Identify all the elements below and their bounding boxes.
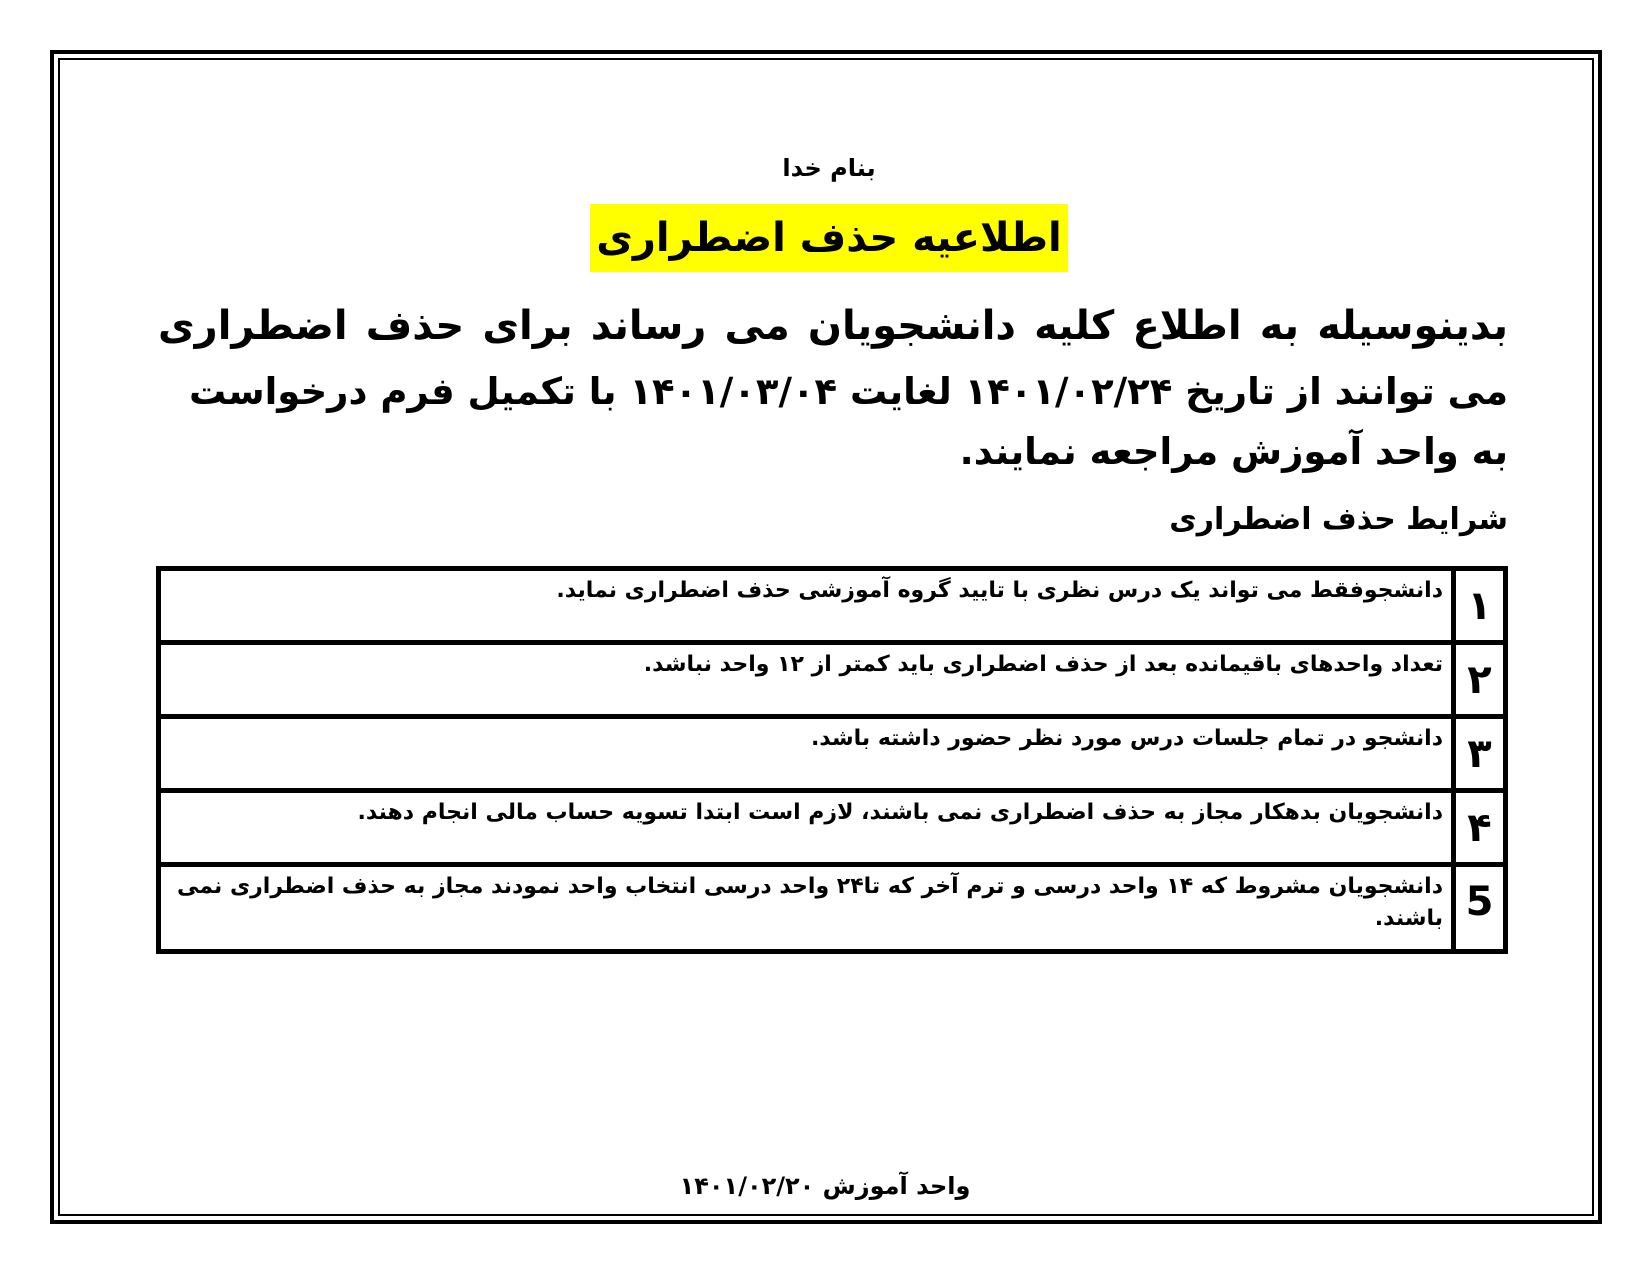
table-row (161, 867, 1503, 949)
row-text: دانشجوفقط می تواند یک درس نظری با تایید گروه آموزشی حذف اضطراری نماید. (556, 578, 1443, 603)
row-text: دانشجویان بدهکار مجاز به حذف اضطراری نمی باشند، لازم است ابتدا تسویه حساب مالی انجام دهند. (357, 800, 1443, 825)
footer-signature: واحد آموزش ۱۴۰۱/۰۲/۲۰ (679, 1172, 971, 1200)
table-row (161, 645, 1503, 719)
row-text: دانشجو در تمام جلسات درس مورد نظر حضور داشته باشد. (810, 726, 1443, 751)
table-row (161, 793, 1503, 867)
conditions-table (156, 566, 1508, 954)
title-container (150, 204, 1508, 272)
conditions-heading: شرایط حذف اضطراری (1169, 502, 1508, 537)
notice-title: اطلاعیه حذف اضطراری (590, 204, 1068, 272)
row-number: ۳ (1451, 719, 1503, 788)
intro-line-1: بدینوسیله به اطلاع کلیه دانشجویان می رساند برای حذف اضطراری (158, 303, 1508, 349)
table-row (161, 719, 1503, 793)
notice-content (150, 150, 1508, 954)
row-number: ۱ (1451, 571, 1503, 640)
row-number: ۲ (1451, 645, 1503, 714)
intro-line-2: می توانند از تاریخ ۱۴۰۱/۰۲/۲۴ لغایت ۱۴۰۱/۰۳/۰۴ با تکمیل فرم درخواست به واحد آموزش مراجعه نمایند. (189, 370, 1508, 473)
row-number: 5 (1451, 867, 1503, 949)
table-row (161, 571, 1503, 645)
row-text: دانشجویان مشروط که ۱۴ واحد درسی و ترم آخر که تا۲۴ واحد درسی انتخاب واحد نمودند مجاز به حذف اضطراری نمی باشند. (177, 874, 1443, 931)
row-number: ۴ (1451, 793, 1503, 862)
basmala: بنام خدا (782, 154, 876, 182)
row-text: تعداد واحدهای باقیمانده بعد از حذف اضطراری باید کمتر از ۱۲ واحد نباشد. (643, 652, 1443, 677)
